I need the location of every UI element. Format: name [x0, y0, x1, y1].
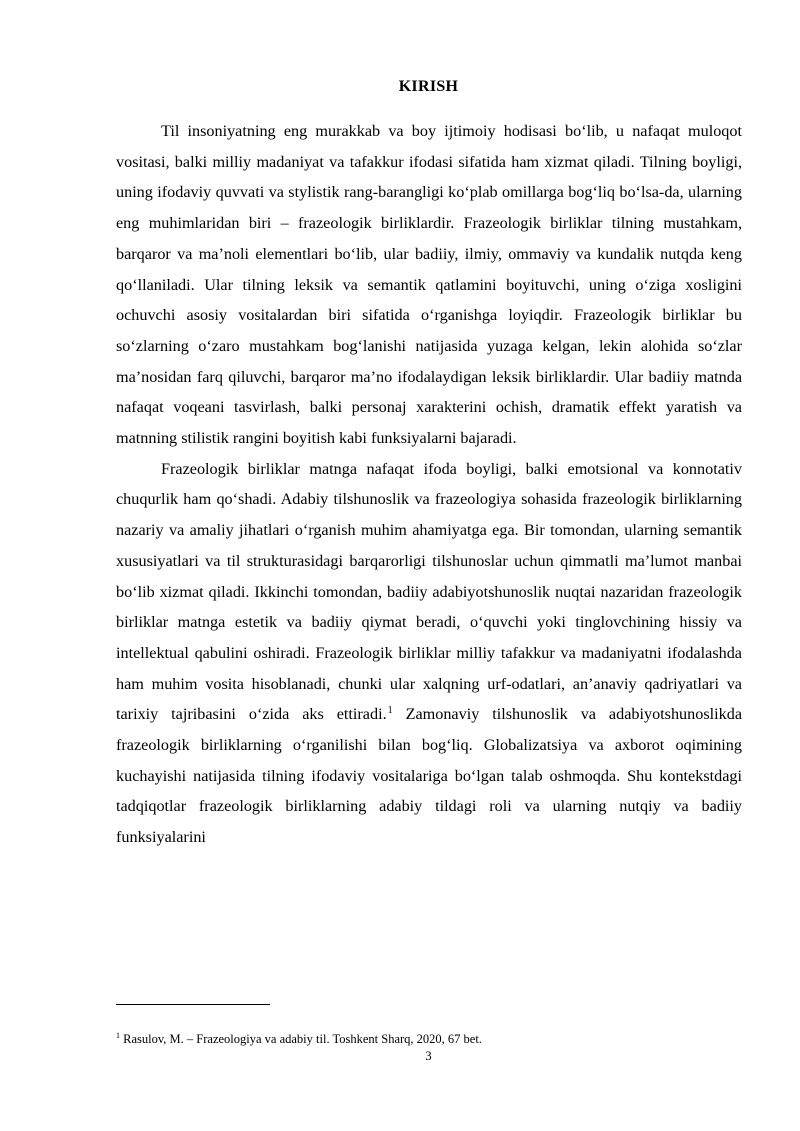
footnote-number: 1: [116, 1030, 120, 1040]
paragraph-2: [116, 454, 742, 853]
body-text: [116, 116, 742, 853]
footnote-separator: [116, 1004, 270, 1005]
page-number: 3: [425, 1049, 432, 1063]
footnote: [116, 1031, 742, 1047]
paragraph-2-text-b: Zamonaviy tilshunoslik va adabiyotshunoslikda frazeologik birliklarning o‘rganilishi bilan bog‘liq. Globalizatsiya va axborot oqimining kuchayishi natijasida tilning ifodaviy vositalariga bo‘lgan talab oshmoqda. Shu kontekstdagi tadqiqotlar frazeologik birliklarning adabiy tildagi roli va ularning nutqiy va badiiy funksiyalarini: [116, 705, 743, 847]
paragraph-1: Til insoniyatning eng murakkab va boy ijtimoiy hodisasi bo‘lib, u nafaqat muloqot vositasi, balki milliy madaniyat va tafakkur ifodasi sifatida ham xizmat qiladi. Tilning boyligi, uning ifodaviy quvvati va stylistik rang-barangligi ko‘plab omillarga bog‘liq bo‘lsa-da, ularning eng muhimlaridan biri – frazeologik birliklardir. Frazeologik birliklar tilning mustahkam, barqaror va ma’noli elementlari bo‘lib, ular badiiy, ilmiy, ommaviy va kundalik nutqda keng qo‘llaniladi. Ular tilning leksik va semantik qatlamini boyituvchi, uning o‘ziga xosligini ochuvchi asosiy vositalardan biri sifatida o‘rganishga loyiqdir. Frazeologik birliklar bu so‘zlarning o‘zaro mustahkam bog‘lanishi natijasida yuzaga kelgan, lekin alohida so‘zlar ma’nosidan farq qiluvchi, barqaror ma’no ifodalaydigan leksik birliklardir. Ular badiiy matnda nafaqat voqeani tasvirlash, balki personaj xarakterini ochish, dramatik effekt yaratish va matnning stilistik rangini boyitish kabi funksiyalarni bajaradi.: [116, 122, 742, 448]
paragraph-2-text-a: Frazeologik birliklar matnga nafaqat ifoda boyligi, balki emotsional va konnotativ chuqurlik ham qo‘shadi. Adabiy tilshunoslik va frazeologiya sohasida frazeologik birliklarning nazariy va amaliy jihatlari o‘rganish muhim ahamiyatga ega. Bir tomondan, ularning semantik xususiyatlari va til strukturasidagi barqarorligi tilshunoslar uchun qimmatli ma’lumot manbai bo‘lib xizmat qiladi. Ikkinchi tomondan, badiiy adabiyotshunoslik nuqtai nazaridan frazeologik birliklar matnga estetik va badiiy qiymat beradi, o‘quvchi yoki tinglovchining hissiy va intellektual qabulini oshiradi. Frazeologik birliklar milliy tafakkur va madaniyatni ifodalashda ham muhim vosita hisoblanadi, chunki ular xalqning urf-odatlari, an’anaviy qadriyatlari va tarixiy tajribasini o‘zida aks ettiradi.: [116, 459, 742, 724]
footnote-reference[interactable]: 1: [387, 704, 393, 716]
footnote-text: Rasulov, M. – Frazeologiya va adabiy til. Toshkent Sharq, 2020, 67 bet.: [120, 1032, 482, 1046]
page-heading: KIRISH: [398, 78, 459, 95]
